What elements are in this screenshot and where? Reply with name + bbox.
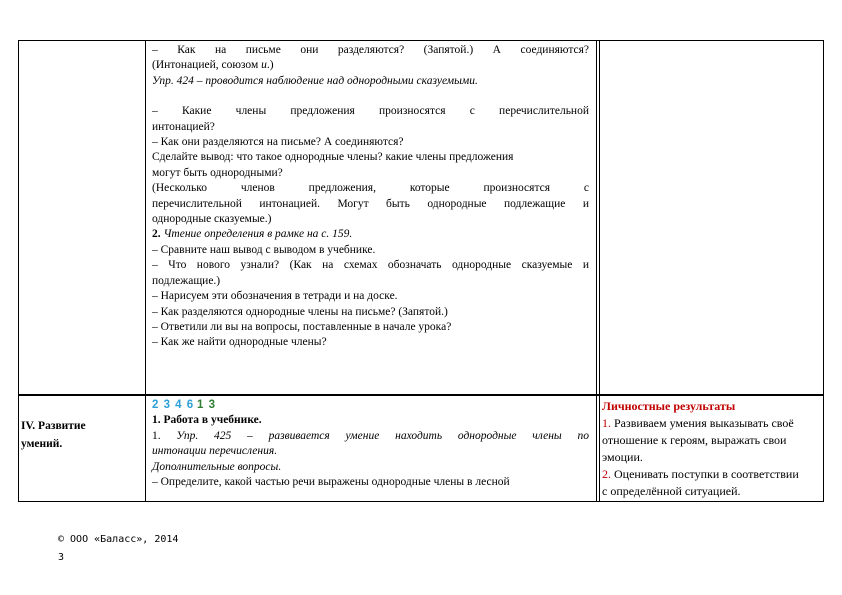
text-line xyxy=(152,429,589,444)
lesson-activity-cell-top xyxy=(149,43,592,351)
text-span: (Интонацией, союзом xyxy=(152,59,262,72)
result-line: отношение к героям, выражать свои xyxy=(602,433,787,447)
lesson-activity-cell-bottom xyxy=(149,398,592,490)
result-line: эмоции. xyxy=(602,450,643,464)
text-span: Чтение определения в рамке на с. 159. xyxy=(160,228,353,241)
result-line: с определённой ситуацией. xyxy=(602,484,741,498)
text-span: Упр. 425 – развивается умение находить однородные члены по xyxy=(160,429,589,442)
stage-cell xyxy=(21,417,145,453)
text-line: – Сравните наш вывод с выводом в учебнике. xyxy=(152,243,376,256)
text-line xyxy=(152,227,589,242)
text-line: Сделайте вывод: что такое однородные члены? какие члены предложения xyxy=(152,151,514,164)
stage-title-line: умений. xyxy=(21,438,63,450)
section-heading: 1. Работа в учебнике. xyxy=(152,414,262,427)
text-line: интонации перечисления. xyxy=(152,445,278,458)
text-line: – Определите, какой частью речи выражены однородные члены в лесной xyxy=(152,476,510,489)
row-divider xyxy=(19,394,823,396)
text-span: Развиваем умения выказывать своё xyxy=(611,416,794,430)
result-number: 1. xyxy=(602,416,611,430)
column-divider-2b xyxy=(599,41,600,501)
result-number: 2. xyxy=(602,467,611,481)
text-line: однородные сказуемые.) xyxy=(152,213,272,226)
result-line xyxy=(602,466,820,483)
text-line: (Несколько членов предложения, которые произносятся с xyxy=(152,182,589,195)
text-span: Оценивать поступки в соответствии xyxy=(611,467,799,481)
column-divider-1 xyxy=(145,41,146,501)
text-line: Дополнительные вопросы. xyxy=(152,460,282,473)
text-line xyxy=(152,58,589,73)
numbers-green: 1 3 xyxy=(197,399,217,411)
text-line: – Какие члены предложения произносятся с перечислительной xyxy=(152,105,589,118)
text-span: и xyxy=(261,59,267,72)
text-line: – Как разделяются однородные члены на письме? (Запятой.) xyxy=(152,305,448,318)
text-span: .) xyxy=(266,59,274,72)
text-line: перечислительной интонацией. Могут быть однородные подлежащие и xyxy=(152,197,589,210)
stage-title-line: IV. Развитие xyxy=(21,420,86,432)
text-line: – Как на письме они разделяются? (Запятой.) А соединяются? xyxy=(152,44,589,56)
text-line: подлежащие.) xyxy=(152,274,221,287)
column-divider-2 xyxy=(596,41,597,501)
lesson-table xyxy=(18,40,824,502)
results-title: Личностные результаты xyxy=(602,399,736,413)
text-line: интонацией? xyxy=(152,120,215,133)
numbers-blue: 2 3 4 6 xyxy=(152,399,195,411)
text-line: – Что нового узнали? (Как на схемах обозначать однородные сказуемые и xyxy=(152,259,589,272)
spacer xyxy=(152,89,589,104)
exercise-line: Упр. 424 – проводится наблюдение над однородными сказуемыми. xyxy=(152,74,478,87)
result-line xyxy=(602,415,820,432)
page-number: 3 xyxy=(58,552,65,563)
copyright-text: © ООО «Баласс», 2014 xyxy=(58,534,179,545)
text-line: – Ответили ли вы на вопросы, поставленные в начале урока? xyxy=(152,320,452,333)
results-cell xyxy=(602,398,820,500)
competency-numbers xyxy=(152,398,589,413)
step-number: 1. xyxy=(152,429,161,442)
text-line: – Как же найти однородные члены? xyxy=(152,336,327,349)
step-number: 2. xyxy=(152,228,161,241)
text-line: – Нарисуем эти обозначения в тетради и на доске. xyxy=(152,290,398,303)
text-line: могут быть однородными? xyxy=(152,166,283,179)
page-footer xyxy=(58,531,178,567)
text-line: – Как они разделяются на письме? А соединяются? xyxy=(152,136,404,149)
